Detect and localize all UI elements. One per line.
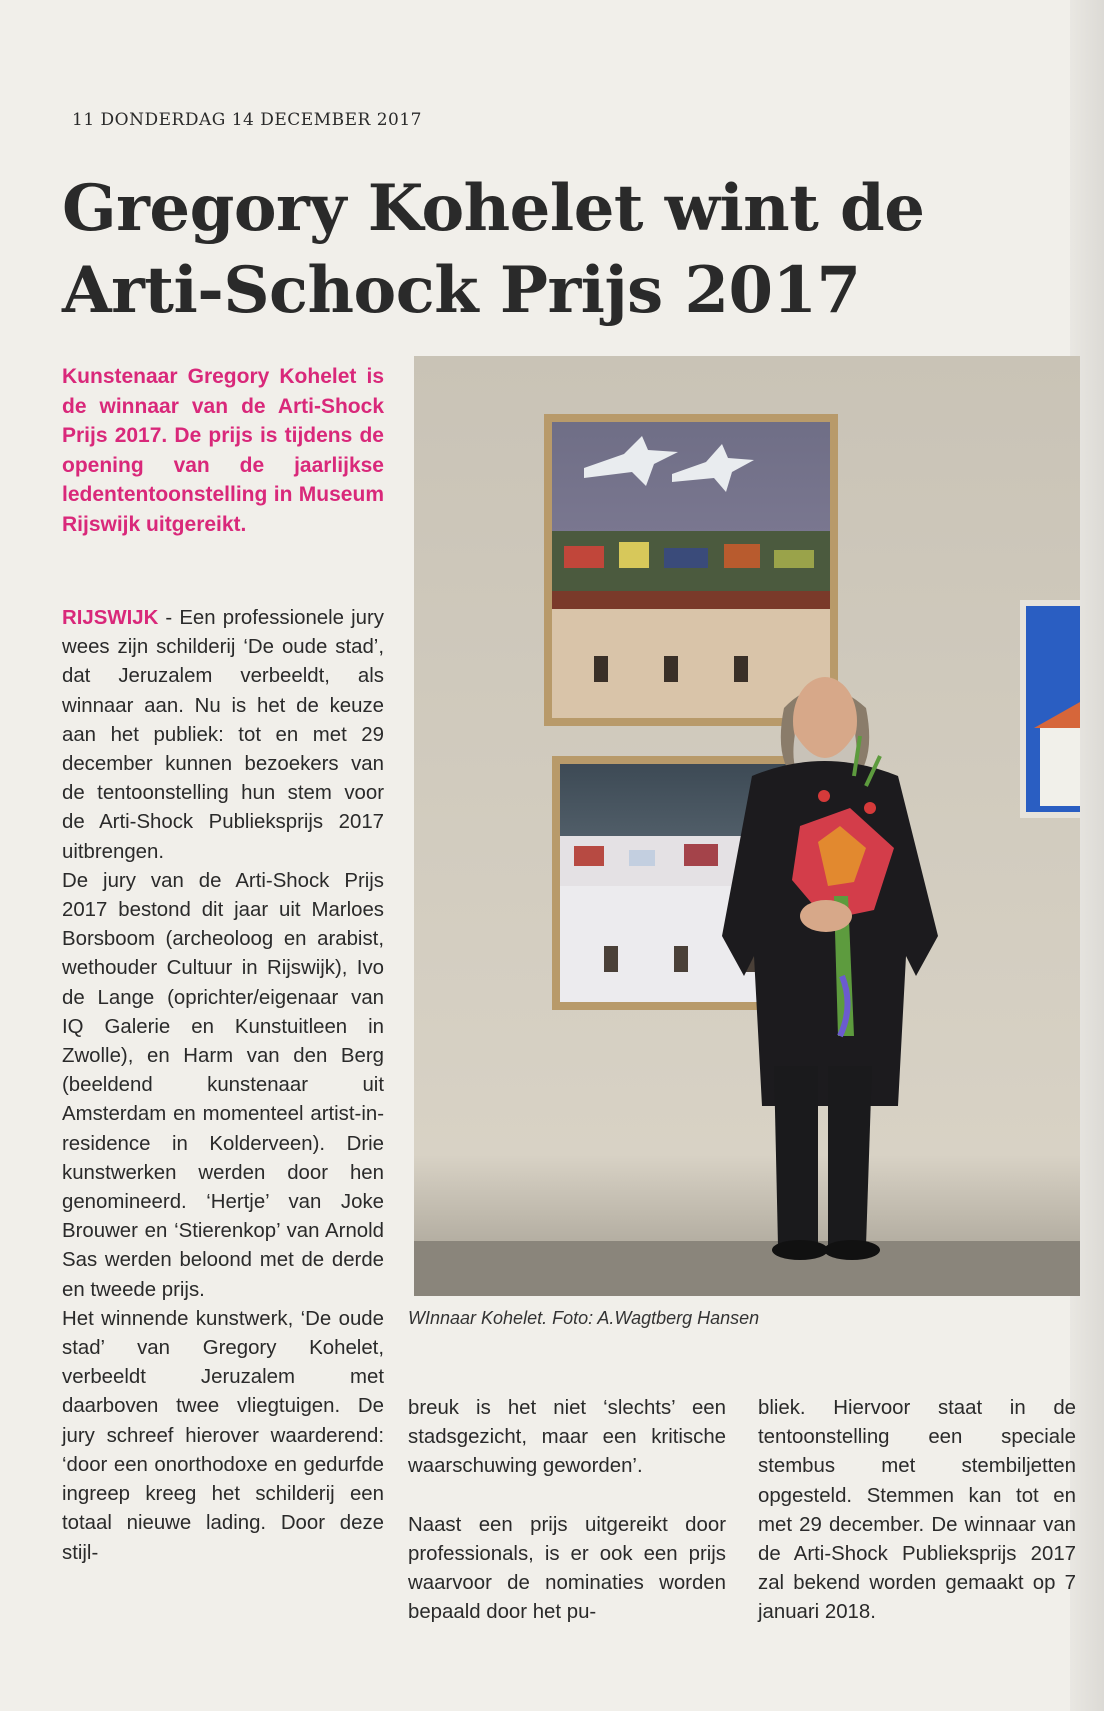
- article-column-3: [758, 1394, 1076, 1628]
- winner-photo: [414, 356, 1080, 1296]
- article-paragraph-5: Naast een prijs uitgereikt door professionals, is er ook een prijs waarvoor de nominaties worden bepaald door het pu-: [408, 1513, 726, 1624]
- headline-line-2: Arti-Schock Prijs 2017: [62, 253, 861, 328]
- article-column-2: [408, 1394, 726, 1627]
- article-paragraph-6: bliek. Hiervoor staat in de tentoonstelling een speciale stembus met stembiljetten opgesteld. Stemmen kan tot en met 29 december. De winnaar van de Arti-Shock Publieksprijs 2017 zal bekend worden gemaakt op 7 januari 2018.: [758, 1397, 1076, 1624]
- painting-old-city-1: [544, 414, 838, 726]
- headline: [62, 168, 1042, 332]
- article-paragraph: [62, 604, 384, 867]
- headline-line-1: Gregory Kohelet wint de: [62, 171, 925, 246]
- painting-partial-right: [1020, 600, 1080, 818]
- dateline-place: RIJSWIJK: [62, 607, 159, 629]
- gallery-floor: [414, 1241, 1080, 1296]
- article-paragraph-3: Het winnende kunstwerk, ‘De oude stad’ van Gregory Kohelet, verbeeldt Jeruzalem met daarboven twee vliegtuigen. De jury schreef hierover waarderend: ‘door een onorthodoxe en gedurfde ingreep kreeg het schilderij een totaal nieuwe lading. Door deze stijl-: [62, 1307, 384, 1564]
- photo-caption: WInnaar Kohelet. Foto: A.Wagtberg Hansen: [408, 1308, 760, 1328]
- paragraph-gap: [408, 1482, 726, 1511]
- article-column-1: [62, 604, 384, 1568]
- article-paragraph-4: breuk is het niet ‘slechts’ een stadsgezicht, maar een kritische waarschuwing geworden’.: [408, 1397, 726, 1478]
- article-paragraph-1-text: - Een professionele jury wees zijn schilderij ‘De oude stad’, dat Jeruzalem verbeeldt, als winnaar aan. Nu is het de keuze aan het publiek: tot en met 29 december kunnen bezoekers van de tentoonstelling hun stem voor de Arti-Shock Publieksprijs 2017 uitbrengen.: [62, 607, 384, 863]
- dateline: 11 DONDERDAG 14 DECEMBER 2017: [72, 110, 422, 130]
- lead-paragraph: Kunstenaar Gregory Kohelet is de winnaar van de Arti-Shock Prijs 2017. De prijs is tijdens de opening van de jaarlijkse ledententoonstelling in Museum Rijswijk uitgereikt.: [62, 365, 384, 536]
- article-paragraph-2: De jury van de Arti-Shock Prijs 2017 bestond dit jaar uit Marloes Borsboom (archeoloog en arabist, wethouder Cultuur in Rijswijk), Ivo de Lange (oprichter/eigenaar van IQ Galerie en Kunstuitleen in Zwolle), en Harm van den Berg (beeldend kunstenaar uit Amsterdam en momenteel artist-in-residence in Kolderveen). Drie kunstwerken werden door hen genomineerd. ‘Hertje’ van Joke Brouwer en ‘Stierenkop’ van Arnold Sas werden beloond met de derde en tweede prijs.: [62, 869, 384, 1301]
